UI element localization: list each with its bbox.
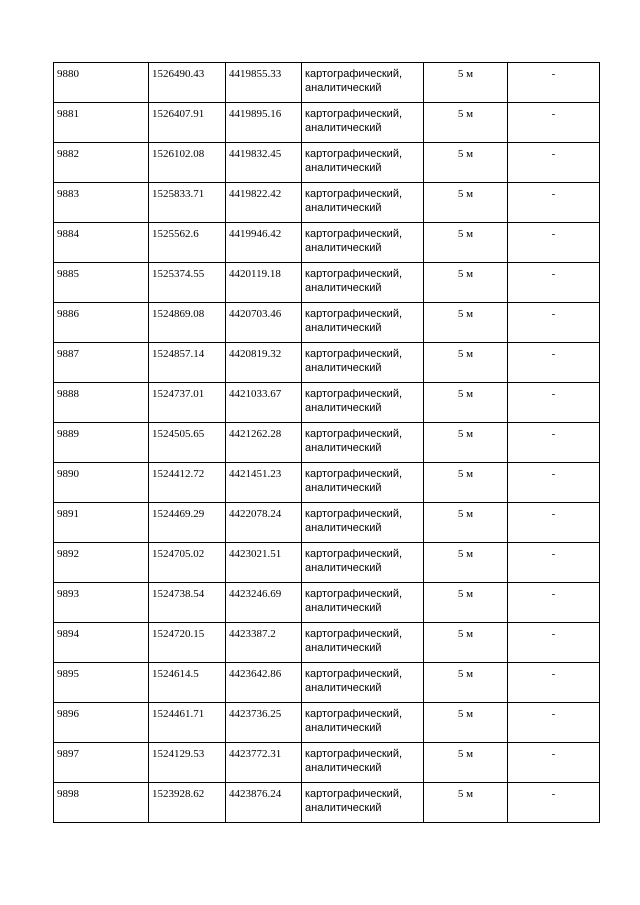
note-cell: - bbox=[508, 223, 600, 263]
point-number-cell: 9881 bbox=[54, 103, 149, 143]
coordinate-y-cell: 4423387.2 bbox=[226, 623, 302, 663]
point-number-cell: 9895 bbox=[54, 663, 149, 703]
note-cell: - bbox=[508, 423, 600, 463]
note-cell: - bbox=[508, 743, 600, 783]
table-row bbox=[54, 543, 600, 583]
point-number-cell: 9892 bbox=[54, 543, 149, 583]
coordinate-y-cell: 4421451.23 bbox=[226, 463, 302, 503]
note-cell: - bbox=[508, 463, 600, 503]
method-cell: картографический, аналитический bbox=[302, 343, 424, 383]
method-cell: картографический, аналитический bbox=[302, 303, 424, 343]
coordinate-x-cell: 1525833.71 bbox=[149, 183, 226, 223]
coordinate-x-cell: 1524869.08 bbox=[149, 303, 226, 343]
accuracy-cell: 5 м bbox=[424, 463, 508, 503]
table-row bbox=[54, 423, 600, 463]
note-cell: - bbox=[508, 303, 600, 343]
method-cell: картографический, аналитический bbox=[302, 143, 424, 183]
point-number-cell: 9897 bbox=[54, 743, 149, 783]
point-number-cell: 9889 bbox=[54, 423, 149, 463]
point-number-cell: 9894 bbox=[54, 623, 149, 663]
method-cell: картографический, аналитический bbox=[302, 703, 424, 743]
method-cell: картографический, аналитический bbox=[302, 423, 424, 463]
note-cell: - bbox=[508, 503, 600, 543]
method-cell: картографический, аналитический bbox=[302, 223, 424, 263]
accuracy-cell: 5 м bbox=[424, 743, 508, 783]
method-cell: картографический, аналитический bbox=[302, 783, 424, 823]
note-cell: - bbox=[508, 183, 600, 223]
method-cell: картографический, аналитический bbox=[302, 743, 424, 783]
accuracy-cell: 5 м bbox=[424, 703, 508, 743]
accuracy-cell: 5 м bbox=[424, 263, 508, 303]
coordinate-x-cell: 1524469.29 bbox=[149, 503, 226, 543]
coordinate-x-cell: 1526490.43 bbox=[149, 63, 226, 103]
coordinate-y-cell: 4421033.67 bbox=[226, 383, 302, 423]
point-number-cell: 9896 bbox=[54, 703, 149, 743]
coordinate-x-cell: 1526102.08 bbox=[149, 143, 226, 183]
coordinate-y-cell: 4423736.25 bbox=[226, 703, 302, 743]
note-cell: - bbox=[508, 263, 600, 303]
coordinate-y-cell: 4422078.24 bbox=[226, 503, 302, 543]
coordinate-x-cell: 1524705.02 bbox=[149, 543, 226, 583]
table-row bbox=[54, 463, 600, 503]
accuracy-cell: 5 м bbox=[424, 143, 508, 183]
accuracy-cell: 5 м bbox=[424, 343, 508, 383]
coordinate-y-cell: 4420819.32 bbox=[226, 343, 302, 383]
note-cell: - bbox=[508, 583, 600, 623]
table-row bbox=[54, 183, 600, 223]
coordinate-x-cell: 1524412.72 bbox=[149, 463, 226, 503]
table-row bbox=[54, 503, 600, 543]
coordinate-y-cell: 4423876.24 bbox=[226, 783, 302, 823]
note-cell: - bbox=[508, 143, 600, 183]
coordinate-x-cell: 1524461.71 bbox=[149, 703, 226, 743]
note-cell: - bbox=[508, 703, 600, 743]
point-number-cell: 9888 bbox=[54, 383, 149, 423]
table-row bbox=[54, 343, 600, 383]
coordinate-x-cell: 1524737.01 bbox=[149, 383, 226, 423]
method-cell: картографический, аналитический bbox=[302, 383, 424, 423]
point-number-cell: 9898 bbox=[54, 783, 149, 823]
table-row bbox=[54, 743, 600, 783]
accuracy-cell: 5 м bbox=[424, 383, 508, 423]
method-cell: картографический, аналитический bbox=[302, 263, 424, 303]
table-row bbox=[54, 583, 600, 623]
coordinate-x-cell: 1524129.53 bbox=[149, 743, 226, 783]
coordinate-x-cell: 1524614.5 bbox=[149, 663, 226, 703]
coordinate-x-cell: 1524720.15 bbox=[149, 623, 226, 663]
table-row bbox=[54, 623, 600, 663]
point-number-cell: 9886 bbox=[54, 303, 149, 343]
method-cell: картографический, аналитический bbox=[302, 103, 424, 143]
method-cell: картографический, аналитический bbox=[302, 503, 424, 543]
note-cell: - bbox=[508, 383, 600, 423]
method-cell: картографический, аналитический bbox=[302, 583, 424, 623]
point-number-cell: 9882 bbox=[54, 143, 149, 183]
note-cell: - bbox=[508, 103, 600, 143]
coordinate-y-cell: 4419832.45 bbox=[226, 143, 302, 183]
coordinate-y-cell: 4419946.42 bbox=[226, 223, 302, 263]
method-cell: картографический, аналитический bbox=[302, 623, 424, 663]
method-cell: картографический, аналитический bbox=[302, 663, 424, 703]
method-cell: картографический, аналитический bbox=[302, 463, 424, 503]
accuracy-cell: 5 м bbox=[424, 103, 508, 143]
coordinate-y-cell: 4423772.31 bbox=[226, 743, 302, 783]
method-cell: картографический, аналитический bbox=[302, 183, 424, 223]
coordinate-x-cell: 1524738.54 bbox=[149, 583, 226, 623]
point-number-cell: 9880 bbox=[54, 63, 149, 103]
note-cell: - bbox=[508, 343, 600, 383]
coordinates-table bbox=[53, 62, 600, 823]
coordinate-x-cell: 1524505.65 bbox=[149, 423, 226, 463]
note-cell: - bbox=[508, 63, 600, 103]
note-cell: - bbox=[508, 623, 600, 663]
coordinate-x-cell: 1525562.6 bbox=[149, 223, 226, 263]
accuracy-cell: 5 м bbox=[424, 223, 508, 263]
point-number-cell: 9885 bbox=[54, 263, 149, 303]
table-row bbox=[54, 783, 600, 823]
table-row bbox=[54, 103, 600, 143]
method-cell: картографический, аналитический bbox=[302, 63, 424, 103]
accuracy-cell: 5 м bbox=[424, 503, 508, 543]
coordinate-x-cell: 1526407.91 bbox=[149, 103, 226, 143]
accuracy-cell: 5 м bbox=[424, 663, 508, 703]
coordinate-y-cell: 4419895.16 bbox=[226, 103, 302, 143]
coordinate-y-cell: 4419855.33 bbox=[226, 63, 302, 103]
accuracy-cell: 5 м bbox=[424, 423, 508, 463]
coordinate-y-cell: 4423021.51 bbox=[226, 543, 302, 583]
point-number-cell: 9893 bbox=[54, 583, 149, 623]
accuracy-cell: 5 м bbox=[424, 543, 508, 583]
table-row bbox=[54, 223, 600, 263]
coordinate-x-cell: 1523928.62 bbox=[149, 783, 226, 823]
coordinate-x-cell: 1524857.14 bbox=[149, 343, 226, 383]
coordinate-y-cell: 4419822.42 bbox=[226, 183, 302, 223]
table-row bbox=[54, 263, 600, 303]
method-cell: картографический, аналитический bbox=[302, 543, 424, 583]
accuracy-cell: 5 м bbox=[424, 783, 508, 823]
note-cell: - bbox=[508, 663, 600, 703]
table-row bbox=[54, 663, 600, 703]
coordinate-y-cell: 4420703.46 bbox=[226, 303, 302, 343]
table-body bbox=[54, 63, 600, 823]
coordinate-y-cell: 4423642.86 bbox=[226, 663, 302, 703]
coordinate-x-cell: 1525374.55 bbox=[149, 263, 226, 303]
point-number-cell: 9884 bbox=[54, 223, 149, 263]
coordinate-y-cell: 4423246.69 bbox=[226, 583, 302, 623]
table-row bbox=[54, 143, 600, 183]
accuracy-cell: 5 м bbox=[424, 63, 508, 103]
point-number-cell: 9890 bbox=[54, 463, 149, 503]
table-row bbox=[54, 383, 600, 423]
accuracy-cell: 5 м bbox=[424, 183, 508, 223]
accuracy-cell: 5 м bbox=[424, 623, 508, 663]
point-number-cell: 9883 bbox=[54, 183, 149, 223]
point-number-cell: 9891 bbox=[54, 503, 149, 543]
accuracy-cell: 5 м bbox=[424, 583, 508, 623]
note-cell: - bbox=[508, 543, 600, 583]
table-row bbox=[54, 703, 600, 743]
point-number-cell: 9887 bbox=[54, 343, 149, 383]
coordinate-y-cell: 4420119.18 bbox=[226, 263, 302, 303]
table-row bbox=[54, 303, 600, 343]
note-cell: - bbox=[508, 783, 600, 823]
coordinate-y-cell: 4421262.28 bbox=[226, 423, 302, 463]
table-row bbox=[54, 63, 600, 103]
accuracy-cell: 5 м bbox=[424, 303, 508, 343]
